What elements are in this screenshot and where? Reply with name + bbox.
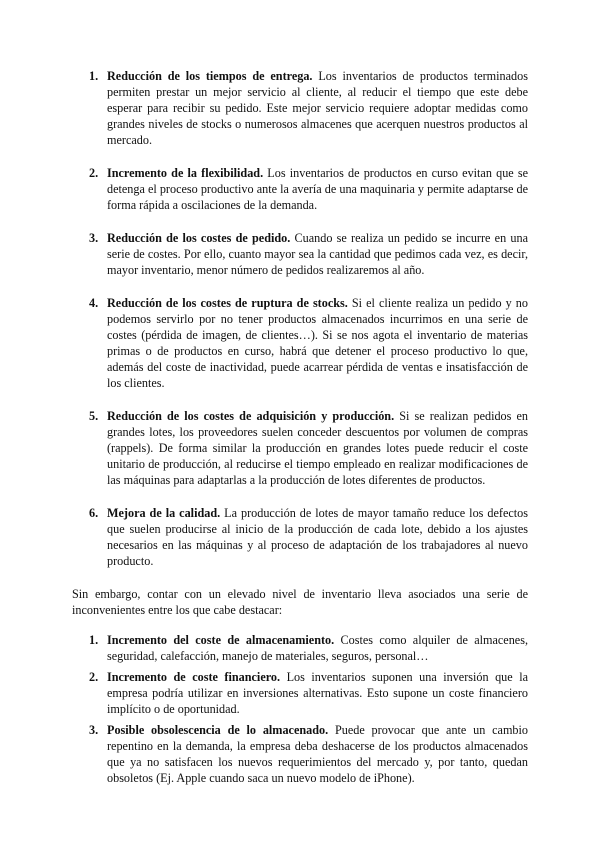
- item-title: Incremento de coste financiero.: [107, 670, 281, 684]
- drawbacks-list: [72, 632, 528, 786]
- list-number: 3.: [89, 723, 99, 737]
- list-number: 1.: [89, 69, 99, 83]
- list-item: [72, 505, 528, 569]
- item-text: Costes como alquiler de almacenes, seguridad, calefacción, manejo de materiales, seguros, personal…: [107, 633, 528, 663]
- list-item: [72, 230, 528, 278]
- item-title: Posible obsolescencia de lo almacenado.: [107, 723, 329, 737]
- list-item: [72, 669, 528, 717]
- item-title: Reducción de los tiempos de entrega.: [107, 69, 313, 83]
- list-item: [72, 722, 528, 786]
- list-item: [72, 295, 528, 391]
- list-number: 3.: [89, 231, 99, 245]
- list-item: [72, 632, 528, 664]
- item-text: La producción de lotes de mayor tamaño reduce los defectos que suelen producirse al inicio de la producción de cada lote, debido a los ajustes necesarios en las máquinas y al proceso de adaptación de los trabajadores al nuevo producto.: [107, 506, 528, 568]
- list-number: 5.: [89, 409, 99, 423]
- item-text: Los inventarios suponen una inversión que la empresa podría utilizar en inversiones alternativas. Esto supone un coste financiero implícito o de oportunidad.: [107, 670, 528, 716]
- list-item: [72, 408, 528, 488]
- list-number: 4.: [89, 296, 99, 310]
- item-title: Incremento de la flexibilidad.: [107, 166, 264, 180]
- item-text: Si se realizan pedidos en grandes lotes, los proveedores suelen conceder descuentos por volumen de compras (rappels). De forma similar la producción en grandes lotes puede reducir el coste unitario de producción, al reducirse el tiempo empleado en realizar modificaciones de las máquinas para adaptarlas a la producción de lotes diferentes de productos.: [107, 409, 529, 487]
- item-text: Si el cliente realiza un pedido y no podemos servirlo por no tener productos almacenados incurrimos en una serie de costes (pérdida de imagen, de clientes…). Si se nos agota el inventario de materias primas o de productos en curso, habrá que detener el proceso productivo lo que, además del coste de inactividad, puede acarrear pérdida de ventas e insatisfacción de los clientes.: [107, 296, 528, 390]
- item-title: Reducción de los costes de adquisición y producción.: [107, 409, 395, 423]
- item-title: Mejora de la calidad.: [107, 506, 221, 520]
- item-title: Incremento del coste de almacenamiento.: [107, 633, 335, 647]
- list-number: 6.: [89, 506, 99, 520]
- intro-paragraph: Sin embargo, contar con un elevado nivel de inventario lleva asociados una serie de inconvenientes entre los que cabe destacar:: [72, 587, 528, 617]
- item-text: Puede provocar que ante un cambio repentino en la demanda, la empresa deba deshacerse de los productos almacenados que ya no satisfacen los nuevos requerimientos del mercado y, por tanto, quedan obsoletos (Ej. Apple cuando saca un nuevo modelo de iPhone).: [107, 723, 528, 785]
- item-title: Reducción de los costes de pedido.: [107, 231, 291, 245]
- advantages-list: [72, 68, 528, 569]
- list-item: [72, 165, 528, 213]
- item-text: Los inventarios de productos terminados permiten prestar un mejor servicio al cliente, al reducir el tiempo que este debe esperar para recibir su pedido. Este mejor servicio requiere adoptar medidas como grandes niveles de stocks o numerosos almacenes que acerquen nuestros productos al mercado.: [107, 69, 528, 147]
- list-number: 1.: [89, 633, 99, 647]
- item-title: Reducción de los costes de ruptura de stocks.: [107, 296, 348, 310]
- item-text: Cuando se realiza un pedido se incurre en una serie de costes. Por ello, cuanto mayor sea la cantidad que pedimos cada vez, es decir, mayor inventario, menor número de pedidos realizaremos al año.: [107, 231, 529, 277]
- list-item: [72, 68, 528, 148]
- item-text: Los inventarios de productos en curso evitan que se detenga el proceso productivo ante la avería de una maquinaria y permite adaptarse de forma rápida a oscilaciones de la demanda.: [107, 166, 529, 212]
- list-number: 2.: [89, 166, 99, 180]
- list-number: 2.: [89, 670, 99, 684]
